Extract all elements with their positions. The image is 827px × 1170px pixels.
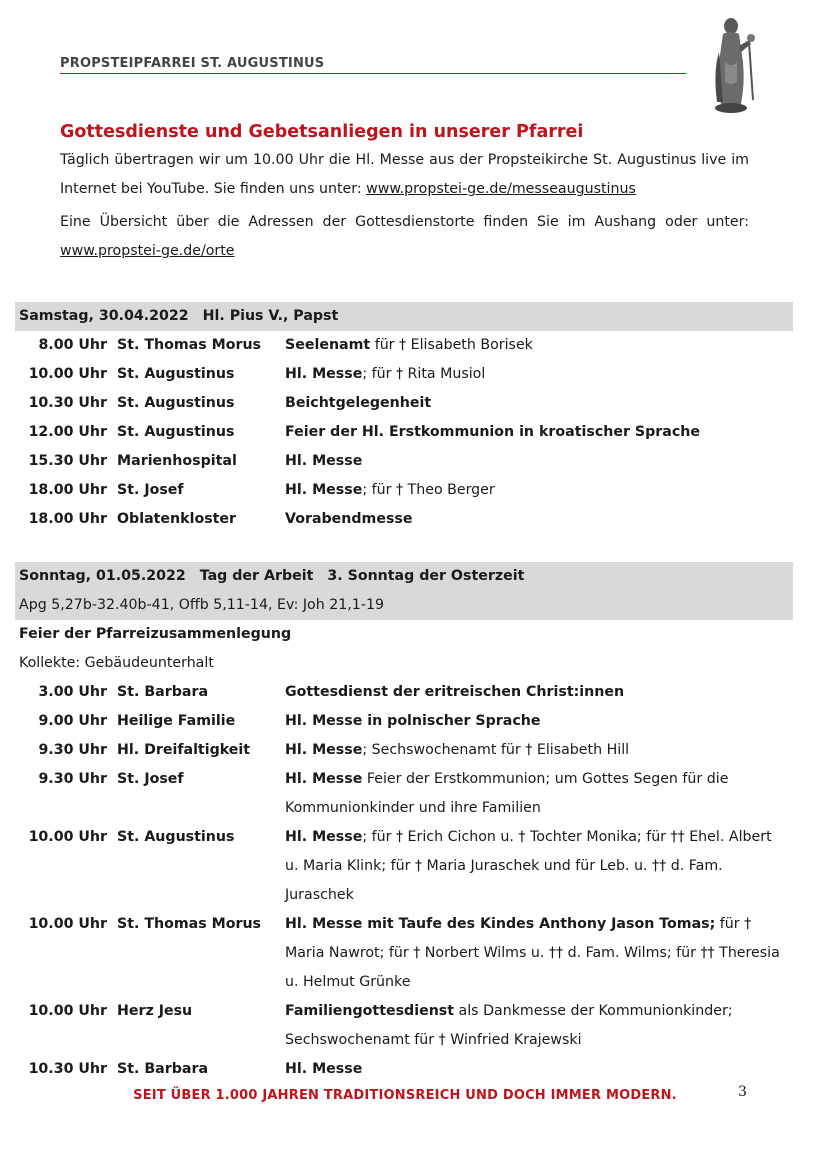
service-description	[285, 997, 780, 1055]
service-time: 9.30 Uhr	[38, 742, 107, 758]
service-title: Hl. Messe	[285, 453, 363, 469]
day-feast: Tag der Arbeit	[199, 568, 314, 584]
service-row	[15, 389, 793, 418]
day-header	[15, 302, 793, 331]
service-list	[15, 678, 793, 1084]
intro-paragraph-orte	[60, 208, 749, 266]
header-title: PROPSTEIPFARREI ST. AUGUSTINUS	[60, 56, 686, 74]
service-location: Herz Jesu	[117, 1003, 193, 1019]
service-title: Hl. Messe	[285, 366, 363, 382]
service-location: Hl. Dreifaltigkeit	[117, 742, 251, 758]
service-title: Hl. Messe	[285, 829, 363, 845]
service-details: für † Elisabeth Borisek	[370, 337, 533, 353]
service-location: St. Josef	[117, 771, 184, 787]
service-time: 15.30 Uhr	[28, 453, 107, 469]
service-row	[15, 476, 793, 505]
service-row	[15, 360, 793, 389]
service-time: 10.00 Uhr	[28, 366, 107, 382]
service-time: 10.30 Uhr	[28, 395, 107, 411]
service-details: ; für † Erich Cichon u. † Tochter Monika; für †† Ehel. Albert u. Maria Klink; für † Maria Juraschek und für Leb. u. †† d. Fam. Juraschek	[285, 829, 772, 903]
service-title: Feier der Hl. Erstkommunion in kroatischer Sprache	[285, 424, 700, 440]
day-date: Sonntag, 01.05.2022	[19, 568, 186, 584]
intro-paragraph-youtube	[60, 146, 749, 204]
service-location: St. Thomas Morus	[117, 337, 262, 353]
intro-section	[60, 122, 749, 266]
service-row	[15, 505, 793, 534]
messeaugustinus-link[interactable]: www.propstei-ge.de/messeaugustinus	[366, 181, 636, 197]
service-details: ; für † Rita Musiol	[362, 366, 486, 382]
service-title: Hl. Messe	[285, 482, 363, 498]
special-note: Feier der Pfarreizusammenlegung	[19, 626, 292, 642]
service-title: Hl. Messe	[285, 742, 363, 758]
service-time: 9.00 Uhr	[38, 713, 107, 729]
service-row	[15, 1055, 793, 1084]
service-details: Feier der Erstkommunion; um Gottes Segen für die Kommunionkinder und ihre Familien	[285, 771, 729, 816]
service-row	[15, 997, 793, 1055]
service-location: Heilige Familie	[117, 713, 236, 729]
service-description	[285, 360, 780, 389]
service-row	[15, 331, 793, 360]
day-block-saturday	[15, 302, 793, 534]
service-location: St. Augustinus	[117, 366, 235, 382]
service-time: 12.00 Uhr	[28, 424, 107, 440]
service-description	[285, 736, 780, 765]
service-details: für † Maria Nawrot; für † Norbert Wilms u. †† d. Fam. Wilms; für †† Theresia u. Helmut Grünke	[285, 916, 780, 990]
collection-note: Kollekte: Gebäudeunterhalt	[19, 655, 214, 671]
section-heading: Gottesdienste und Gebetsanliegen in unserer Pfarrei	[60, 122, 584, 142]
service-location: St. Barbara	[117, 684, 209, 700]
service-time: 8.00 Uhr	[38, 337, 107, 353]
service-location: Oblatenkloster	[117, 511, 237, 527]
day-readings: Apg 5,27b-32.40b-41, Offb 5,11-14, Ev: Joh 21,1-19	[15, 591, 793, 620]
service-location: St. Augustinus	[117, 395, 235, 411]
service-title: Vorabendmesse	[285, 511, 413, 527]
service-location: St. Augustinus	[117, 829, 235, 845]
saint-statue-image	[705, 12, 761, 116]
service-time: 9.30 Uhr	[38, 771, 107, 787]
service-title: Hl. Messe in polnischer Sprache	[285, 713, 541, 729]
service-description	[285, 910, 780, 997]
service-description	[285, 447, 780, 476]
service-title: Beichtgelegenheit	[285, 395, 432, 411]
service-row	[15, 910, 793, 997]
service-description	[285, 389, 780, 418]
service-title: Hl. Messe	[285, 1061, 363, 1077]
service-description	[285, 418, 780, 447]
service-description	[285, 505, 780, 534]
service-location: St. Josef	[117, 482, 184, 498]
service-location: St. Barbara	[117, 1061, 209, 1077]
service-row	[15, 736, 793, 765]
intro-text: Eine Übersicht über die Adressen der Gottesdienstorte finden Sie im Aushang oder unter:	[60, 214, 749, 230]
service-time: 3.00 Uhr	[38, 684, 107, 700]
service-title: Familiengottesdienst	[285, 1003, 455, 1019]
service-description	[285, 823, 780, 910]
service-title: Gottesdienst der eritreischen Christ:innen	[285, 684, 625, 700]
service-description	[285, 331, 780, 360]
service-row	[15, 765, 793, 823]
service-row	[15, 707, 793, 736]
service-time: 18.00 Uhr	[28, 511, 107, 527]
service-details: ; für † Theo Berger	[362, 482, 495, 498]
service-row	[15, 678, 793, 707]
service-time: 10.00 Uhr	[28, 829, 107, 845]
service-list	[15, 331, 793, 534]
service-time: 10.30 Uhr	[28, 1061, 107, 1077]
intro-text: Täglich übertragen wir um 10.00 Uhr die Hl. Messe aus der Propsteikirche St. Augustinus live im Internet bei YouTube. Sie finden uns unter:	[60, 152, 749, 197]
service-description	[285, 476, 780, 505]
service-time: 18.00 Uhr	[28, 482, 107, 498]
footer-slogan: SEIT ÜBER 1.000 JAHREN TRADITIONSREICH UND DOCH IMMER MODERN.	[133, 1088, 677, 1103]
service-row	[15, 418, 793, 447]
service-time: 10.00 Uhr	[28, 1003, 107, 1019]
service-location: Marienhospital	[117, 453, 237, 469]
page-number: 3	[738, 1084, 747, 1100]
day-feast: Hl. Pius V., Papst	[202, 308, 339, 324]
service-title: Hl. Messe mit Taufe des Kindes Anthony Jason Tomas;	[285, 916, 716, 932]
day-date: Samstag, 30.04.2022	[19, 308, 189, 324]
service-row	[15, 823, 793, 910]
service-time: 10.00 Uhr	[28, 916, 107, 932]
service-description	[285, 765, 780, 823]
service-location: St. Thomas Morus	[117, 916, 262, 932]
service-description	[285, 1055, 780, 1084]
service-description	[285, 707, 780, 736]
service-details: als Dankmesse der Kommunionkinder; Sechswochenamt für † Winfried Krajewski	[285, 1003, 733, 1048]
service-description	[285, 678, 780, 707]
day-feast-2: 3. Sonntag der Osterzeit	[327, 568, 525, 584]
service-title: Seelenamt	[285, 337, 371, 353]
day-header	[15, 562, 793, 591]
service-title: Hl. Messe	[285, 771, 363, 787]
orte-link[interactable]: www.propstei-ge.de/orte	[60, 243, 235, 259]
service-details: ; Sechswochenamt für † Elisabeth Hill	[362, 742, 630, 758]
service-location: St. Augustinus	[117, 424, 235, 440]
day-block-sunday	[15, 562, 793, 1084]
service-row	[15, 447, 793, 476]
